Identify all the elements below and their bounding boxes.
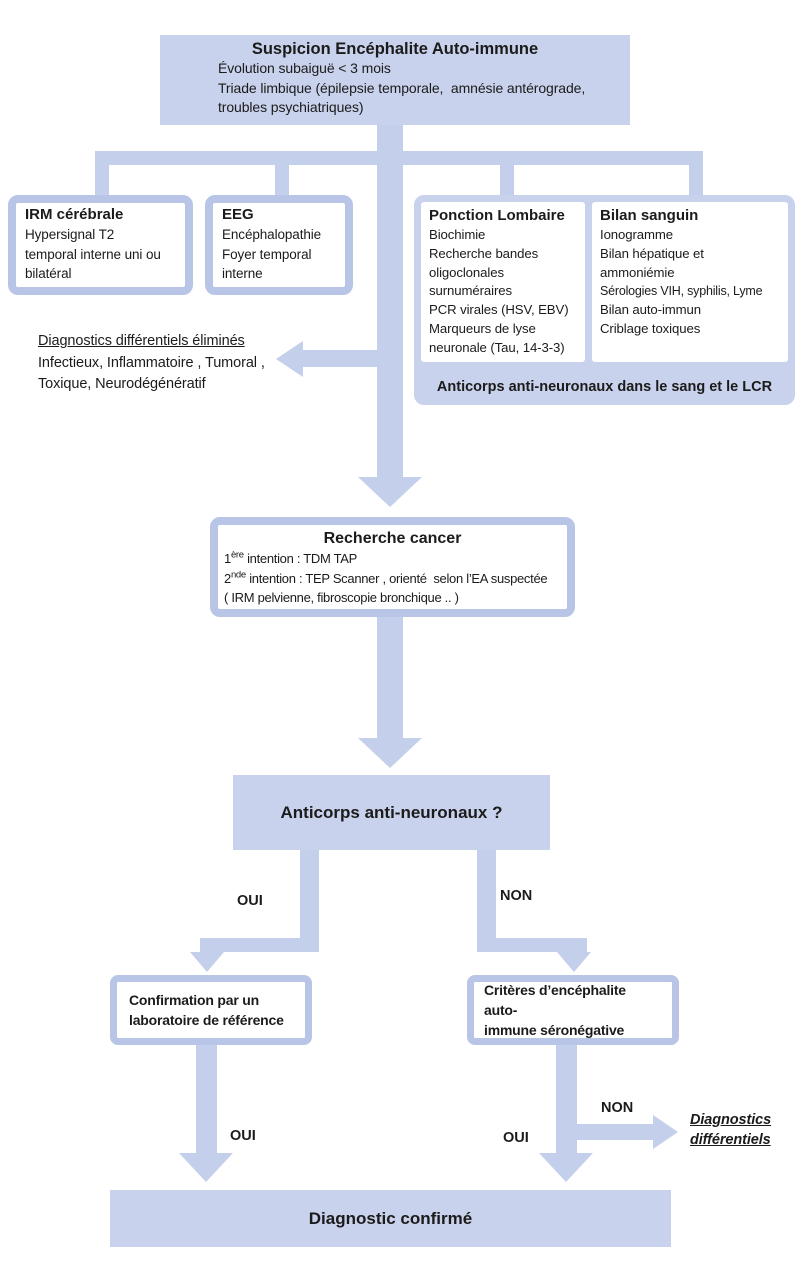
connector-drop-irm [95, 151, 109, 195]
cancer-line-text: intention : TEP Scanner , orienté selon l’EA suspectée [245, 570, 548, 586]
antibodies-banner: Anticorps anti-neuronaux dans le sang et le LCR [436, 379, 773, 395]
arrowhead-criteria-to-final [539, 1153, 593, 1182]
csf-blood-container [414, 195, 795, 405]
suspicion-title: Suspicion Encéphalite Auto-immune [251, 40, 539, 58]
connector-trunk [377, 125, 403, 477]
connector-yes-stub [300, 850, 319, 952]
bilan-line: ammoniémie [600, 264, 675, 280]
diagnosis-confirmed-bar [110, 1190, 671, 1247]
confirmation-box [110, 975, 312, 1045]
eeg-line: interne [222, 266, 263, 281]
cancer-line-text: intention : TDM TAP [243, 551, 357, 566]
differential-diagnoses-note [690, 1110, 790, 1150]
arrowhead-down-to-question [358, 738, 422, 768]
cancer-line-num: 1 [224, 551, 231, 566]
criteria-line: immune séronégative [484, 1022, 625, 1038]
eeg-line: Encéphalopathie [222, 227, 322, 242]
arrowhead-right-to-differentials [653, 1115, 678, 1149]
bilan-line: Bilan auto-immun [600, 302, 702, 318]
bilan-line: Sérologies VIH, syphilis, Lyme [600, 284, 763, 299]
label-no-branch: NON [500, 888, 533, 904]
arrowhead-confirmation-to-final [179, 1153, 233, 1182]
ponction-line: oligoclonales [429, 264, 504, 280]
bilan-line: Criblage toxiques [600, 320, 701, 336]
connector-criteria-no-branch [577, 1124, 653, 1140]
connector-drop-bilan [689, 151, 703, 195]
eeg-line: Foyer temporal [222, 246, 312, 262]
irm-title: IRM cérébrale [25, 206, 124, 223]
diagnosis-confirmed-text: Diagnostic confirmé [308, 1208, 473, 1228]
differential-diagnoses-line: différentiels [690, 1132, 771, 1148]
connector-confirmation-to-final [196, 1045, 217, 1153]
connector-distributor-bar [95, 151, 703, 165]
ponction-line: PCR virales (HSV, EBV) [429, 302, 569, 318]
antibody-question-box [233, 775, 550, 850]
cancer-line-ordinal: ère [230, 549, 244, 561]
connector-left-branch [303, 350, 380, 367]
suspicion-line: troubles psychiatriques) [218, 99, 364, 115]
ponction-line: Biochimie [429, 227, 486, 242]
bilan-sanguin-box [592, 202, 788, 362]
cancer-title: Recherche cancer [323, 530, 462, 547]
connector-no-stub [477, 850, 496, 952]
eeg-title: EEG [222, 206, 254, 223]
bilan-line: Bilan hépatique et [600, 245, 704, 261]
label-yes-criteria: OUI [503, 1130, 529, 1146]
ponction-title: Ponction Lombaire [429, 207, 565, 224]
ponction-line: Recherche bandes [429, 245, 539, 261]
suspicion-box [160, 35, 630, 125]
suspicion-line: Évolution subaiguë < 3 mois [218, 60, 391, 76]
ponction-line: surnuméraires [429, 283, 512, 299]
cancer-line [224, 569, 561, 589]
label-yes-confirmation: OUI [230, 1128, 256, 1144]
connector-cancer-to-question [377, 617, 403, 738]
differentials-eliminated-line: Infectieux, Inflammatoire , Tumoral , [38, 354, 265, 371]
differential-diagnoses-line: Diagnostics [690, 1112, 772, 1128]
arrowhead-left-to-differentials [276, 341, 303, 377]
cancer-line [224, 588, 561, 608]
confirmation-line: Confirmation par un [129, 992, 259, 1008]
arrowhead-no-to-criteria [557, 952, 591, 972]
differentials-eliminated-title: Diagnostics différentiels éliminés [38, 333, 245, 349]
arrowhead-yes-to-confirmation [190, 952, 224, 972]
irm-line: bilatéral [25, 266, 72, 281]
antibody-question-text: Anticorps anti-neuronaux ? [280, 802, 503, 822]
arrowhead-down-to-cancer [358, 477, 422, 507]
confirmation-line: laboratoire de référence [129, 1012, 284, 1028]
ponction-lombaire-box [421, 202, 585, 362]
seronegative-criteria-box [467, 975, 679, 1045]
criteria-line: Critères d’encéphalite auto- [484, 982, 630, 1018]
cancer-line [224, 549, 561, 569]
irm-box [8, 195, 193, 295]
irm-line: temporal interne uni ou [25, 246, 161, 262]
suspicion-line: Triade limbique (épilepsie temporale, amnésie antérograde, [218, 79, 586, 96]
eeg-box [205, 195, 353, 295]
connector-yes-elbow [200, 938, 319, 952]
cancer-line-ordinal: nde [230, 569, 246, 581]
differentials-eliminated-block [38, 331, 298, 396]
ponction-line: neuronale (Tau, 14-3-3) [429, 339, 565, 355]
cancer-line-num: 2 [224, 570, 231, 586]
connector-drop-pl [500, 151, 514, 195]
bilan-line: Ionogramme [600, 227, 674, 242]
connector-no-elbow [477, 938, 587, 952]
connector-drop-eeg [275, 151, 289, 195]
label-no-criteria: NON [601, 1100, 634, 1116]
bilan-title: Bilan sanguin [600, 207, 699, 224]
differentials-eliminated-line: Toxique, Neurodégénératif [38, 376, 206, 392]
irm-line: Hypersignal T2 [25, 227, 115, 242]
cancer-line-text: ( IRM pelvienne, fibroscopie bronchique .. ) [224, 590, 459, 605]
label-yes-branch: OUI [237, 893, 263, 909]
connector-criteria-to-final [556, 1045, 577, 1153]
cancer-search-box [210, 517, 575, 617]
ponction-line: Marqueurs de lyse [429, 320, 536, 336]
